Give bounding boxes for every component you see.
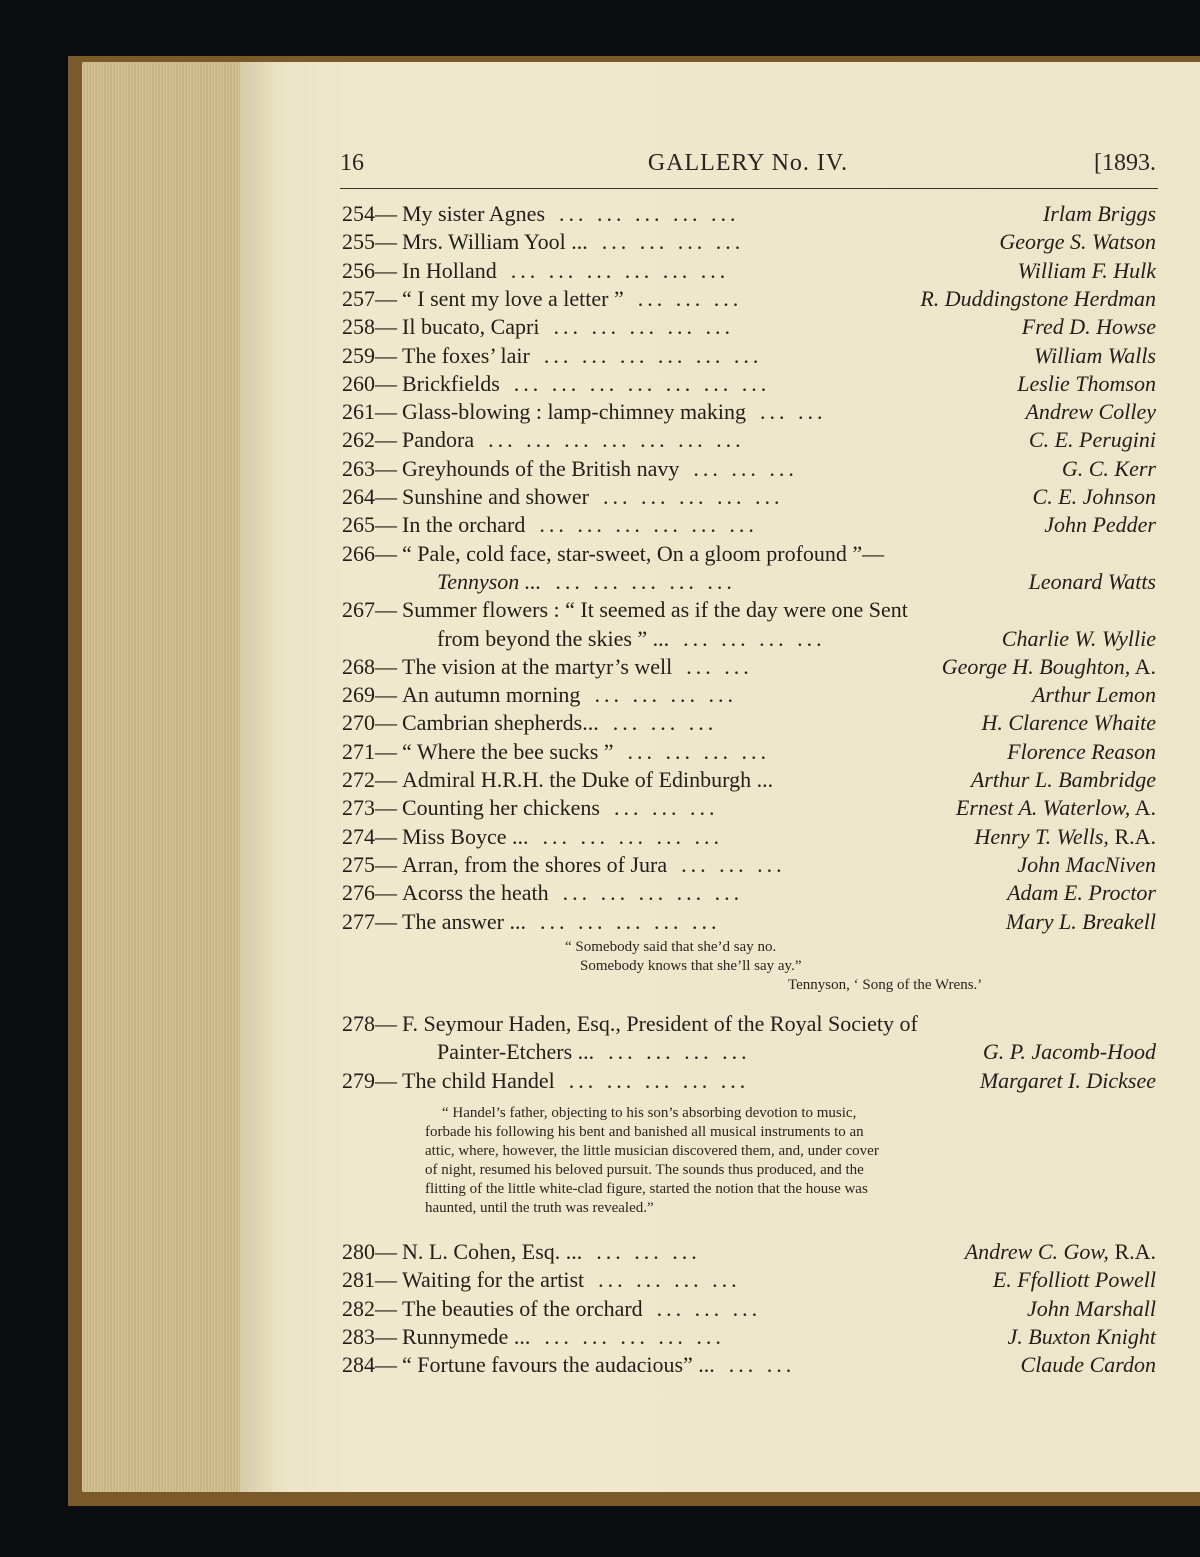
entry-number: 266—: [342, 540, 397, 566]
page-number: 16: [340, 150, 364, 176]
entry-number: 259—: [342, 342, 397, 368]
entry-title: The child Handel: [402, 1067, 555, 1093]
artist-name: Henry T. Wells,: [974, 823, 1109, 849]
leader-dots: ... ... ... ...: [601, 229, 745, 255]
epigraph-line: “ Somebody said that she’d say no.: [565, 939, 777, 955]
catalogue-entry: [342, 1323, 1156, 1351]
catalogue-entry: [342, 370, 1156, 398]
entry-title: Il bucato, Capri: [402, 314, 540, 340]
entry-number: 272—: [342, 767, 397, 792]
artist-name: John Pedder: [1044, 512, 1156, 538]
entry-title: In Holland: [402, 257, 497, 283]
catalogue-entry: [342, 342, 1156, 370]
epigraph-line: of night, resumed his beloved pursuit. The sounds thus produced, and the: [425, 1162, 864, 1178]
entry-title: Runnymede ...: [402, 1323, 531, 1349]
entry-title: An autumn morning: [402, 682, 581, 708]
artist-name: Claude Cardon: [1020, 1352, 1156, 1378]
artist-name: Leonard Watts: [1028, 568, 1156, 594]
artist-name: William Walls: [1033, 342, 1156, 368]
entry-title: Brickfields: [402, 370, 500, 396]
entry-title: Painter-Etchers ...: [437, 1039, 595, 1065]
leader-dots: ... ... ... ... ... ...: [539, 512, 758, 538]
entry-number: 281—: [342, 1267, 397, 1293]
entry-artist: [993, 1266, 1156, 1294]
entry-title: Tennyson ...: [437, 568, 542, 594]
artist-name: G. P. Jacomb-Hood: [982, 1039, 1156, 1065]
entry-title: Acorss the heath: [402, 880, 549, 906]
epigraph-line: attic, where, however, the little musician discovered them, and, under cover: [425, 1143, 879, 1159]
artist-name: Irlam Briggs: [1042, 201, 1156, 226]
leader-dots: ... ... ...: [612, 710, 718, 736]
entry-title: The answer ...: [402, 908, 527, 934]
catalogue-entry: [342, 1067, 1156, 1095]
entry-artist: [1008, 1323, 1156, 1351]
catalogue-entry: [342, 1238, 1156, 1266]
entry-title: F. Seymour Haden, Esq., President of the Royal Society of: [402, 1011, 918, 1036]
entry-artist: [1032, 681, 1156, 709]
artist-name: H. Clarence Whaite: [981, 710, 1156, 736]
entry-title: The foxes’ lair: [402, 342, 530, 368]
epigraph-line: Somebody knows that she’ll say ay.”: [580, 958, 802, 974]
leader-dots: ... ... ...: [637, 285, 743, 311]
artist-name: John MacNiven: [1017, 851, 1156, 877]
entry-artist: [942, 653, 1156, 681]
entry-title: Sunshine and shower: [402, 484, 589, 509]
catalogue-entry: [342, 1351, 1156, 1379]
catalogue-entry: [342, 851, 1156, 879]
entry-artist: [1044, 511, 1156, 539]
leader-dots: ... ...: [686, 653, 753, 679]
entry-artist: [956, 794, 1156, 822]
entry-artist: [1033, 483, 1156, 511]
catalogue-entry: [342, 200, 1156, 228]
catalogue-entry: [342, 625, 1156, 653]
leader-dots: ... ... ... ... ... ... ...: [513, 370, 771, 396]
artist-honours: A.: [1130, 795, 1156, 821]
catalogue-entry: [342, 426, 1156, 454]
leader-dots: ... ... ... ... ... ... ...: [488, 427, 745, 453]
leader-dots: ... ... ...: [613, 795, 719, 821]
epigraph-line: Tennyson, ‘ Song of the Wrens.’: [788, 977, 983, 993]
leader-dots: ... ... ... ... ...: [602, 484, 784, 509]
entry-number: 284—: [342, 1352, 397, 1378]
catalogue-entry: [342, 653, 1156, 681]
catalogue-entry: [342, 455, 1156, 483]
artist-name: G. C. Kerr: [1061, 455, 1156, 481]
entry-number: 261—: [342, 399, 397, 425]
artist-name: Ernest A. Waterlow,: [955, 795, 1131, 821]
epigraph-line: “ Handel’s father, objecting to his son’s absorbing devotion to music,: [442, 1105, 857, 1121]
year: [1893.: [1094, 150, 1156, 176]
artist-name: Adam E. Proctor: [1007, 880, 1156, 906]
entry-number: 273—: [342, 795, 397, 821]
entry-number: 277—: [342, 908, 397, 934]
entry-title: In the orchard: [402, 512, 526, 538]
entry-artist: [1007, 738, 1156, 766]
artist-name: Arthur Lemon: [1031, 682, 1156, 708]
entry-number: 256—: [342, 257, 397, 283]
entry-artist: [1029, 568, 1156, 596]
entry-number: 269—: [342, 682, 397, 708]
leader-dots: ... ... ...: [596, 1239, 701, 1264]
leader-dots: ... ... ... ... ... ...: [510, 257, 730, 283]
artist-name: Mary L. Breakell: [1005, 908, 1156, 934]
entry-number: 274—: [342, 823, 397, 849]
entry-number: 260—: [342, 370, 397, 396]
catalogue-entry: [342, 879, 1156, 907]
artist-name: Charlie W. Wyllie: [1001, 625, 1156, 651]
leader-dots: ... ... ... ...: [683, 625, 826, 651]
entry-title: Miss Boyce ...: [402, 823, 529, 849]
catalogue-entry: [342, 540, 1156, 568]
leader-dots: ... ... ... ... ...: [555, 568, 736, 594]
artist-honours: R.A.: [1108, 823, 1156, 849]
catalogue-entry: [342, 285, 1156, 313]
catalogue-entry: [342, 681, 1156, 709]
catalogue-entry: [342, 313, 1156, 341]
catalogue-entry: [342, 511, 1156, 539]
entry-number: 282—: [342, 1295, 397, 1321]
entry-title: Pandora: [402, 427, 475, 453]
artist-honours: R.A.: [1108, 1239, 1156, 1264]
entry-artist: [1034, 342, 1156, 370]
entry-title: “ Fortune favours the audacious” ...: [402, 1352, 715, 1378]
entry-artist: [920, 285, 1156, 313]
catalogue-entry: [342, 257, 1156, 285]
entry-title: N. L. Cohen, Esq. ...: [402, 1239, 583, 1264]
artist-name: John Marshall: [1027, 1295, 1156, 1321]
entry-artist: [980, 1067, 1156, 1095]
entry-number: 280—: [342, 1239, 397, 1264]
entry-title: from beyond the skies ” ...: [437, 625, 670, 651]
entry-artist: [981, 709, 1156, 737]
epigraph-line: haunted, until the truth was revealed.”: [425, 1200, 654, 1216]
entry-number: 255—: [342, 229, 397, 255]
entry-title: Counting her chickens: [402, 795, 600, 821]
entry-artist: [1022, 313, 1156, 341]
artist-name: Florence Reason: [1007, 738, 1156, 764]
entry-number: 283—: [342, 1323, 397, 1349]
artist-honours: A.: [1130, 653, 1156, 679]
leader-dots: ... ... ... ... ...: [553, 314, 734, 340]
entry-title: Admiral H.R.H. the Duke of Edinburgh ...: [402, 767, 774, 792]
artist-name: E. Ffolliott Powell: [992, 1267, 1156, 1293]
entry-artist: [1006, 908, 1156, 936]
catalogue-entry: [342, 568, 1156, 596]
entry-artist: [1021, 1351, 1156, 1379]
catalogue-entry: [342, 483, 1156, 511]
catalogue-entry: [342, 794, 1156, 822]
entry-number: 262—: [342, 427, 397, 453]
entry-title: Summer flowers : “ It seemed as if the day were one Sent: [402, 597, 908, 623]
entry-artist: [1018, 257, 1156, 285]
artist-name: Fred D. Howse: [1021, 314, 1156, 340]
leader-dots: ... ...: [760, 399, 827, 425]
artist-name: Andrew Colley: [1025, 399, 1156, 425]
catalogue-entry: [342, 1038, 1156, 1066]
entry-artist: [974, 823, 1156, 851]
entry-title: Waiting for the artist: [402, 1267, 585, 1293]
catalogue-entry: [342, 738, 1156, 766]
artist-name: R. Duddingstone Herdman: [920, 285, 1156, 311]
entry-number: 254—: [342, 201, 397, 226]
leader-dots: ... ... ... ... ... ...: [543, 342, 763, 368]
leader-dots: ... ... ...: [681, 851, 786, 877]
entry-artist: [1027, 1295, 1156, 1323]
entry-title: “ Pale, cold face, star-sweet, On a gloom profound ”—: [402, 540, 885, 566]
artist-name: Leslie Thomson: [1017, 370, 1156, 396]
entry-title: Cambrian shepherds...: [402, 710, 599, 736]
artist-name: Andrew C. Gow,: [964, 1239, 1109, 1264]
leader-dots: ... ... ... ... ...: [559, 201, 740, 226]
entry-artist: [1029, 426, 1156, 454]
entry-artist: [1007, 879, 1156, 907]
leader-dots: ... ... ... ... ...: [540, 908, 721, 934]
catalogue-entry: [342, 596, 1156, 624]
catalogue-entry: [342, 908, 1156, 936]
entry-artist: [965, 1238, 1156, 1266]
artist-name: Arthur L. Bambridge: [970, 767, 1156, 792]
entry-number: 265—: [342, 512, 397, 538]
entry-artist: [1002, 625, 1156, 653]
entry-title: The beauties of the orchard: [402, 1295, 643, 1321]
entry-number: 278—: [342, 1011, 397, 1036]
entry-number: 279—: [342, 1067, 397, 1093]
leader-dots: ... ... ... ... ...: [568, 1067, 750, 1093]
entry-artist: [983, 1038, 1156, 1066]
catalogue-entry: [342, 823, 1156, 851]
leader-dots: ... ... ...: [656, 1295, 762, 1321]
catalogue-entry: [342, 1010, 1156, 1038]
entry-title: “ Where the bee sucks ”: [402, 738, 614, 764]
leader-dots: ... ... ... ...: [608, 1039, 751, 1065]
artist-name: William F. Hulk: [1017, 257, 1156, 283]
entry-title: “ I sent my love a letter ”: [402, 285, 624, 311]
artist-name: George H. Boughton,: [941, 653, 1131, 679]
entry-number: 263—: [342, 455, 397, 481]
leader-dots: ... ... ... ... ...: [542, 823, 723, 849]
catalogue-entry: [342, 1295, 1156, 1323]
artist-name: C. E. Johnson: [1032, 484, 1156, 509]
entry-number: 275—: [342, 851, 397, 877]
entry-number: 257—: [342, 285, 397, 311]
entry-artist: [1062, 455, 1156, 483]
entry-number: 268—: [342, 653, 397, 679]
catalogue-entry: [342, 709, 1156, 737]
entry-number: 270—: [342, 710, 397, 736]
entry-number: 264—: [342, 484, 397, 509]
entry-title: My sister Agnes: [402, 201, 545, 226]
entry-title: Greyhounds of the British navy: [402, 455, 680, 481]
leader-dots: ... ... ... ...: [627, 738, 771, 764]
entry-title: Arran, from the shores of Jura: [402, 851, 668, 877]
epigraph-line: forbade his following his bent and banished all musical instruments to an: [425, 1124, 864, 1140]
artist-name: J. Buxton Knight: [1007, 1323, 1156, 1349]
entry-number: 276—: [342, 880, 397, 906]
leader-dots: ... ... ... ... ...: [562, 880, 744, 906]
catalogue-entry: [342, 228, 1156, 256]
artist-name: George S. Watson: [999, 229, 1156, 255]
leader-dots: ... ... ... ...: [598, 1267, 741, 1293]
entry-title: Glass-blowing : lamp-chimney making: [402, 399, 746, 425]
leader-dots: ... ... ... ... ...: [544, 1323, 725, 1349]
entry-title: The vision at the martyr’s well: [402, 653, 673, 679]
entry-artist: [1025, 398, 1156, 426]
artist-name: Margaret I. Dicksee: [979, 1067, 1156, 1093]
entry-number: 267—: [342, 597, 397, 623]
entry-artist: [1043, 200, 1156, 228]
artist-name: C. E. Perugini: [1028, 427, 1156, 453]
catalogue-entry: [342, 766, 1156, 794]
entry-number: 258—: [342, 314, 397, 340]
leader-dots: ... ... ...: [693, 455, 798, 481]
gallery-title: GALLERY No. IV.: [647, 150, 849, 176]
entry-artist: [999, 228, 1156, 256]
leader-dots: ... ... ... ...: [594, 682, 737, 708]
epigraph-line: flitting of the little white-clad figure, started the notion that the house was: [425, 1181, 868, 1197]
entry-artist: [1017, 370, 1156, 398]
entry-title: Mrs. William Yool ...: [402, 229, 588, 255]
entry-number: 271—: [342, 738, 397, 764]
entry-artist: [971, 766, 1156, 794]
catalogue-entry: [342, 398, 1156, 426]
leader-dots: ... ...: [728, 1352, 796, 1378]
entry-artist: [1017, 851, 1156, 879]
catalogue-entry: [342, 1266, 1156, 1294]
